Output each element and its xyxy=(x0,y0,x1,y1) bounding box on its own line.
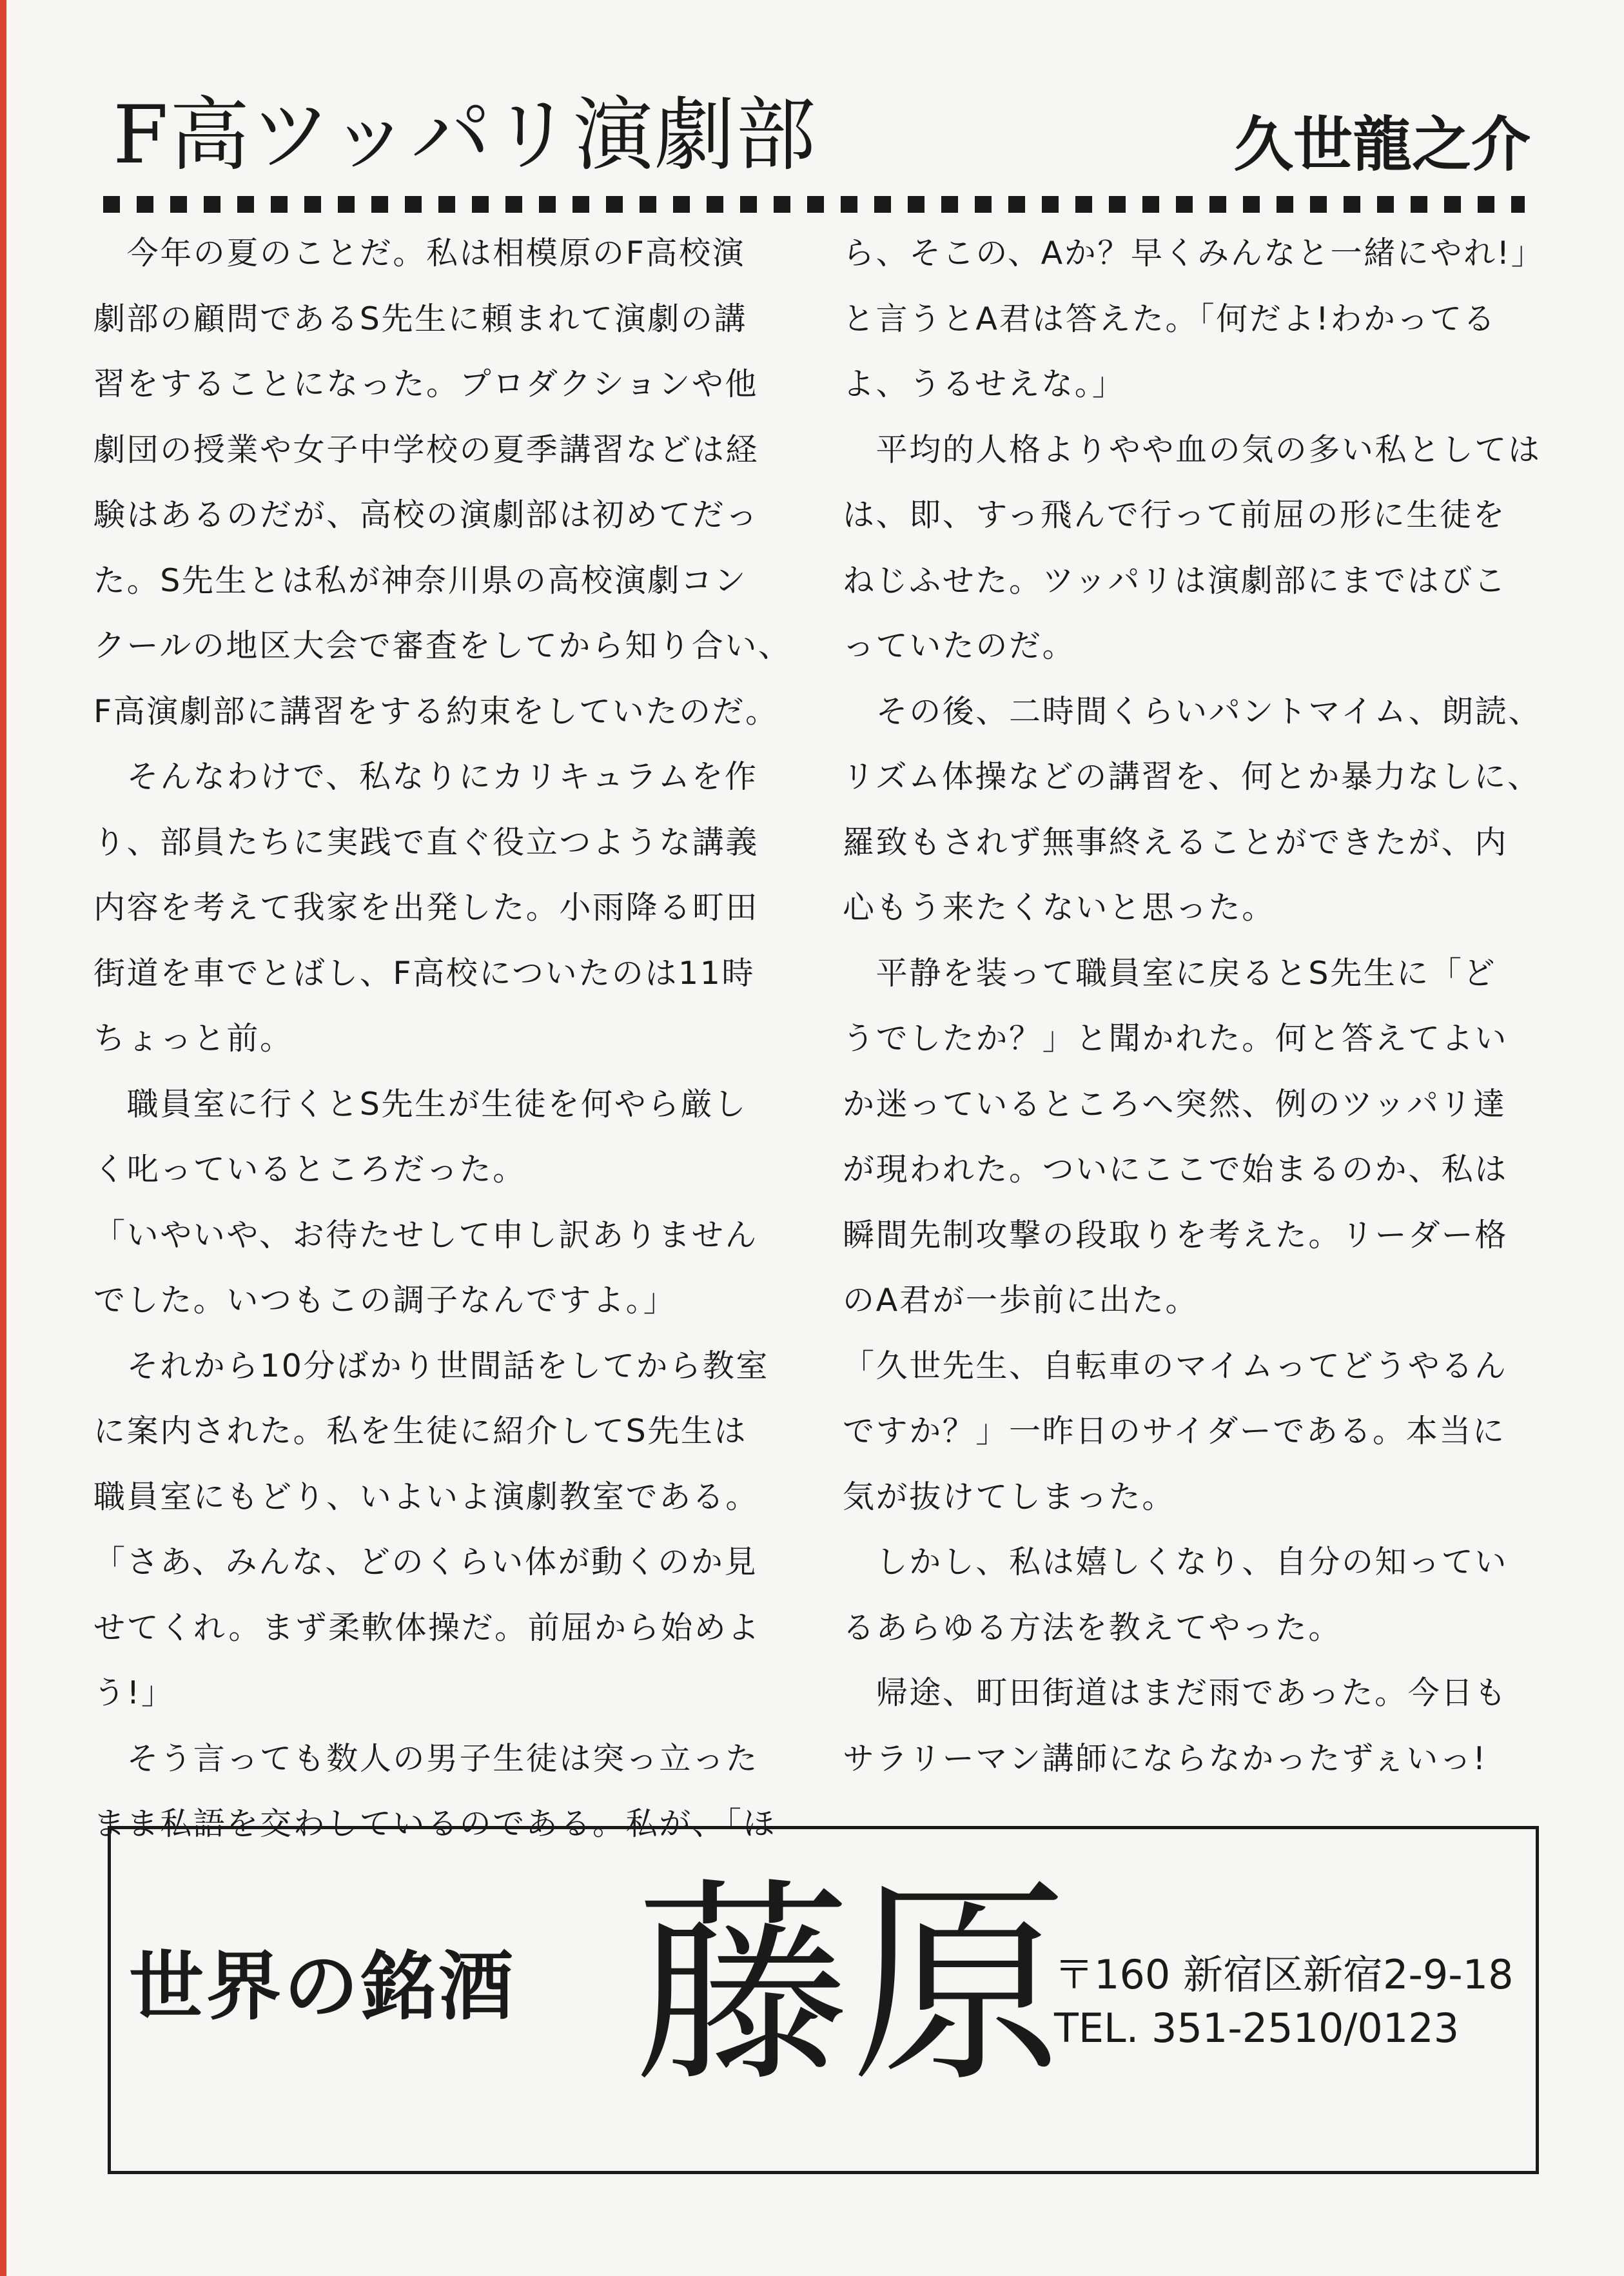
article-body-line: 職員室に行くとS先生が生徒を何やら厳し xyxy=(93,1085,748,1123)
article-body-line: 帰途、町田街道はまだ雨であった。今日も xyxy=(843,1674,1508,1711)
article-body-line: う!」 xyxy=(93,1674,175,1711)
article-body-line: と言うとA君は答えた。「何だよ!わかってる xyxy=(843,300,1497,337)
article-body-left-column xyxy=(93,221,822,1857)
article-body-line: 気が抜けてしまった。 xyxy=(843,1478,1176,1515)
article-body-line: 街道を車でとばし、F高校についたのは11時 xyxy=(93,954,756,992)
article-body-line: っていたのだ。 xyxy=(843,627,1076,664)
article-body-line: そんなわけで、私なりにカリキュラムを作 xyxy=(93,758,758,795)
article-body-line: それから10分ばかり世間話をしてから教室 xyxy=(93,1347,769,1384)
article-body-line: り、部員たちに実践で直ぐ役立つような講義 xyxy=(93,823,759,861)
ad-telephone: TEL. 351-2510/0123 xyxy=(1054,2005,1460,2052)
article-body-line: でした。いつもこの調子なんですよ。」 xyxy=(93,1282,677,1319)
article-body-line: は、即、すっ飛んで行って前屈の形に生徒を xyxy=(843,496,1507,533)
article-body-line: 羅致もされず無事終えることができたが、内 xyxy=(843,823,1509,861)
article-body-line: 平均的人格よりやや血の気の多い私としては xyxy=(843,431,1541,468)
article-body-line: まま私語を交わしているのである。私が、「ほ xyxy=(93,1805,777,1842)
article-body-line: クールの地区大会で審査をしてから知り合い、 xyxy=(93,627,792,664)
article-body-line: よ、うるせえな。」 xyxy=(843,366,1126,402)
article-body-line: 瞬間先制攻撃の段取りを考えた。リーダー格 xyxy=(843,1216,1509,1253)
article-body-line: そう言っても数人の男子生徒は突っ立った xyxy=(93,1740,759,1777)
article-title: F高ツッパリ演劇部 xyxy=(113,89,817,182)
article-body-line: ねじふせた。ツッパリは演劇部にまではびこ xyxy=(843,562,1507,599)
article-body-line: ですか？」一昨日のサイダーである。本当に xyxy=(843,1413,1506,1449)
article-body-line: 「さあ、みんな、どのくらい体が動くのか見 xyxy=(93,1544,758,1580)
article-body-line: ちょっと前。 xyxy=(93,1020,293,1057)
article-body-line: その後、二時間くらいパントマイム、朗読、 xyxy=(843,692,1542,730)
article-body-line: 劇部の顧問であるS先生に頼まれて演劇の講 xyxy=(93,300,748,337)
article-author: 久世龍之介 xyxy=(1233,110,1531,179)
article-body-line: 平静を装って職員室に戻るとS先生に「ど xyxy=(843,954,1497,992)
article-body-line: リズム体操などの講習を、何とか暴力なしに、 xyxy=(843,758,1541,795)
article-body-line: 内容を考えて我家を出発した。小雨降る町田 xyxy=(93,889,759,926)
article-body-line: 「いやいや、お待たせして申し訳ありません xyxy=(93,1216,759,1253)
article-body-line: 習をすることになった。プロダクションや他 xyxy=(93,366,759,402)
article-body-line: サラリーマン講師にならなかったずぇいっ! xyxy=(843,1740,1487,1777)
article-body-line: るあらゆる方法を教えてやった。 xyxy=(843,1609,1342,1646)
ad-address: 〒160 新宿区新宿2-9-18 xyxy=(1054,1951,1514,1998)
article-body-line: か迷っているところへ突然、例のツッパリ達 xyxy=(843,1085,1507,1123)
article-body-line: ら、そこの、Aか？早くみんなと一緒にやれ!」 xyxy=(843,235,1545,271)
article-body-line: せてくれ。まず柔軟体操だ。前屈から始めよ xyxy=(93,1609,761,1646)
article-body-line: に案内された。私を生徒に紹介してS先生は xyxy=(93,1413,748,1449)
article-body-line: うでしたか？」と聞かれた。何と答えてよい xyxy=(843,1020,1509,1057)
article-body-line: 「久世先生、自転車のマイムってどうやるん xyxy=(843,1347,1508,1384)
article-body-line: 劇団の授業や女子中学校の夏季講習などは経 xyxy=(93,431,759,468)
article-body-line: しかし、私は嬉しくなり、自分の知ってい xyxy=(843,1544,1509,1580)
dashed-rule-divider xyxy=(103,196,1525,213)
ad-tagline: 世界の銘酒 xyxy=(129,1943,516,2030)
article-body-right-column xyxy=(843,221,1571,1791)
ad-store-name: 藤原 xyxy=(635,1860,1067,2112)
article-body-line: が現われた。ついにここで始まるのか、私は xyxy=(843,1151,1509,1188)
article-body-line: F高演劇部に講習をする約束をしていたのだ。 xyxy=(93,692,779,730)
article-body-line: 今年の夏のことだ。私は相模原のF高校演 xyxy=(93,235,746,271)
article-body-line: 職員室にもどり、いよいよ演劇教室である。 xyxy=(93,1478,759,1515)
article-body-line: く叱っているところだった。 xyxy=(93,1151,526,1188)
article-body-line: 験はあるのだが、高校の演劇部は初めてだっ xyxy=(93,496,759,533)
article-body-line: 心もう来たくないと思った。 xyxy=(843,889,1275,926)
article-body-line: た。S先生とは私が神奈川県の高校演劇コン xyxy=(93,562,748,599)
article-body-line: のA君が一歩前に出た。 xyxy=(843,1282,1199,1319)
